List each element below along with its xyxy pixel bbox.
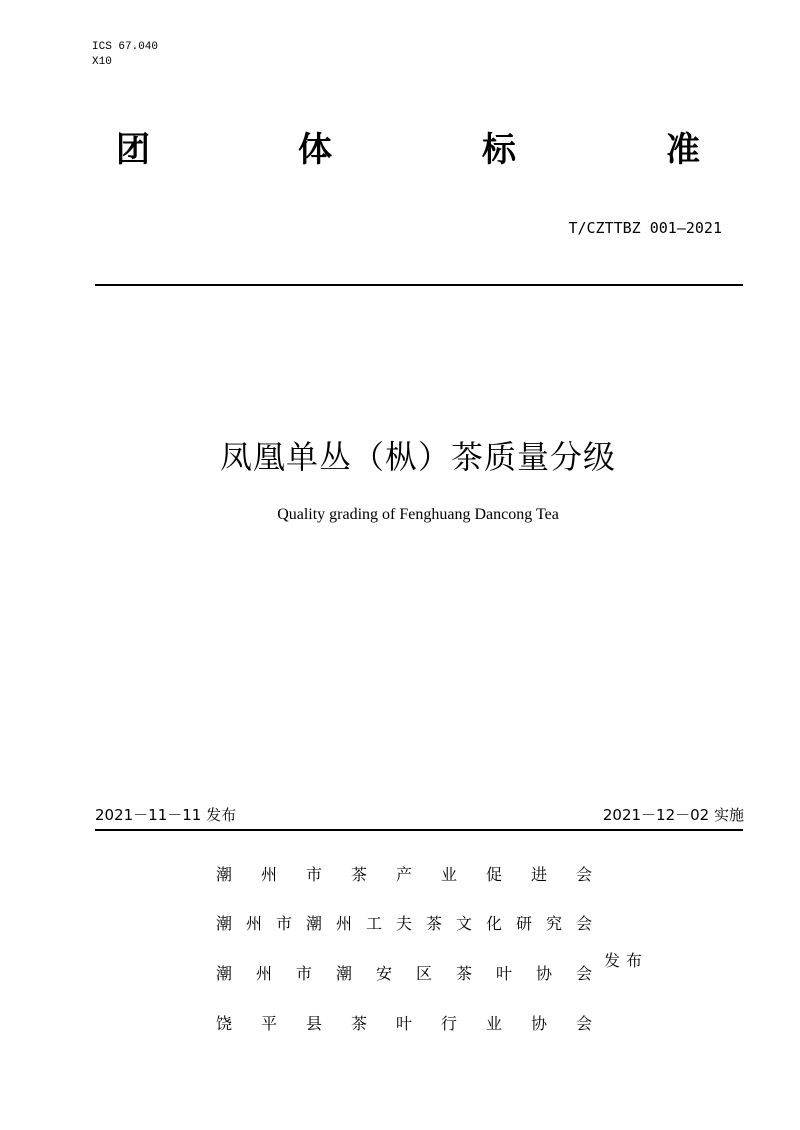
publisher-char: 潮 [216, 914, 233, 933]
publisher-char: 茶 [351, 1014, 368, 1033]
publisher-char: 叶 [496, 964, 513, 983]
header-divider [95, 284, 743, 286]
publisher-char: 业 [441, 865, 458, 884]
publisher-char: 县 [306, 1014, 323, 1033]
publisher-char: 潮 [306, 914, 323, 933]
publisher-char: 研 [516, 914, 533, 933]
publisher-char: 潮 [216, 964, 233, 983]
publisher-char: 会 [576, 1014, 593, 1033]
publisher-char: 化 [486, 914, 503, 933]
publisher-char: 区 [416, 964, 433, 983]
publisher-char: 平 [261, 1014, 278, 1033]
publisher-char: 潮 [216, 865, 233, 884]
implement-date: 2021－12－02 实施 [602, 806, 744, 824]
publisher-char: 州 [336, 914, 353, 933]
publisher-char: 协 [536, 964, 553, 983]
publisher-char: 业 [486, 1014, 503, 1033]
publisher-char: 茶 [351, 865, 368, 884]
publisher-char: 州 [261, 865, 278, 884]
publisher-char: 究 [546, 914, 563, 933]
publisher-char: 市 [296, 964, 313, 983]
publisher-char: 茶 [426, 914, 443, 933]
standard-number: T/CZTTBZ 001—2021 [568, 219, 722, 237]
standard-type-char: 团 [116, 130, 150, 170]
publisher-char: 工 [366, 914, 383, 933]
publisher-char: 州 [246, 914, 263, 933]
publisher-char: 州 [256, 964, 273, 983]
footer-divider [95, 829, 743, 831]
publisher-char: 产 [396, 865, 413, 884]
title-english: Quality grading of Fenghuang Dancong Tea [277, 506, 559, 523]
standard-type-char: 体 [298, 130, 332, 170]
publisher-char: 会 [576, 914, 593, 933]
publisher-char: 会 [576, 964, 593, 983]
title-chinese: 凤凰单丛（枞）茶质量分级 [219, 438, 616, 476]
publisher-char: 市 [306, 865, 323, 884]
publisher-char: 市 [276, 914, 293, 933]
publisher-char: 文 [456, 914, 473, 933]
publisher-char: 促 [486, 865, 503, 884]
publisher-char: 协 [531, 1014, 548, 1033]
publisher-char: 行 [441, 1014, 458, 1033]
publisher-char: 安 [376, 964, 393, 983]
publisher-char: 叶 [396, 1014, 413, 1033]
publisher-char: 会 [576, 865, 593, 884]
publish-label: 发布 [604, 951, 649, 970]
publisher-char: 夫 [396, 914, 413, 933]
standard-type-char: 准 [666, 130, 700, 170]
ics-code: ICS 67.040 [92, 41, 159, 53]
publisher-char: 茶 [456, 964, 473, 983]
publisher-char: 进 [531, 865, 548, 884]
publisher-char: 潮 [336, 964, 353, 983]
issue-date: 2021－11－11 发布 [95, 806, 237, 824]
publisher-char: 饶 [216, 1014, 233, 1033]
standard-type-char: 标 [482, 130, 516, 170]
ccs-code: X10 [92, 56, 112, 68]
